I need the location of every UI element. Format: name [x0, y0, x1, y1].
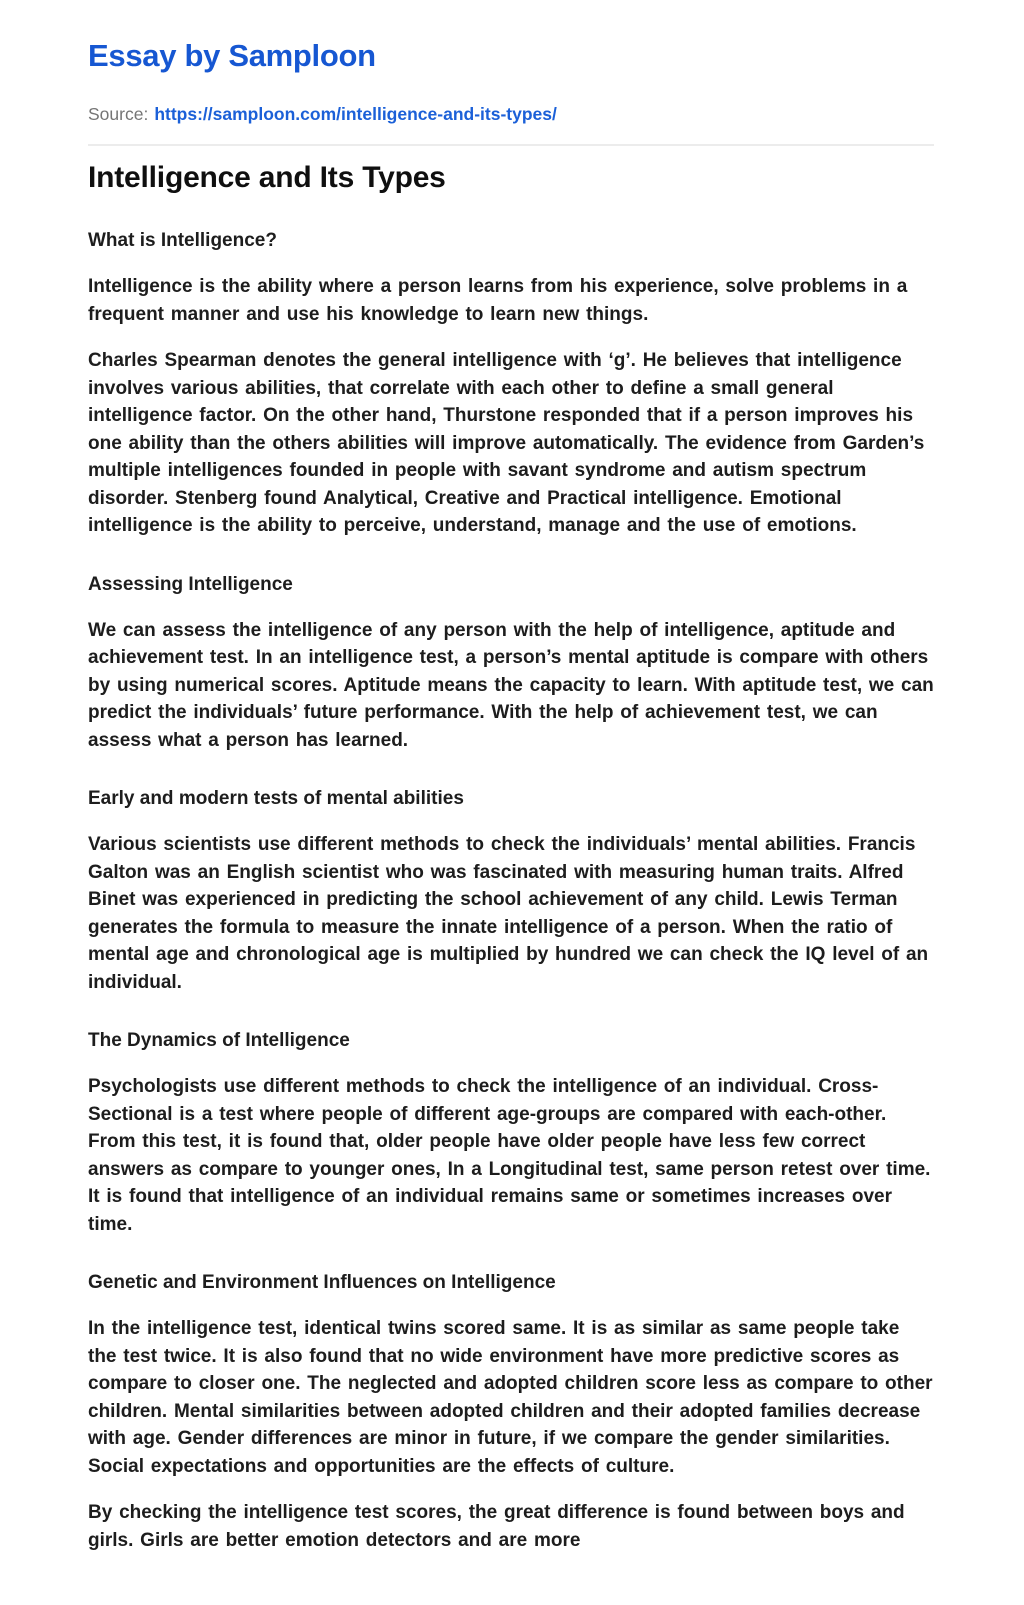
header-divider: [88, 144, 934, 146]
section-heading: The Dynamics of Intelligence: [88, 1030, 350, 1051]
article-section: [88, 1027, 934, 1238]
article-section: [88, 227, 934, 540]
source-row: [88, 103, 934, 125]
paragraph: By checking the intelligence test scores, the great difference is found between boys and girls. Girls are better emotion detectors and are more: [88, 1502, 905, 1551]
section-paragraphs: [88, 1315, 934, 1554]
paragraph: Psychologists use different methods to check the intelligence of an individual. Cross-Sectional is a test where people of different age-groups are compared with each-other. From this test, it is found that, older people have older people have less few correct answers as compare to younger ones, In a Longitudinal test, same person retest over time. It is found that intelligence of an individual remains same or sometimes increases over time.: [88, 1076, 931, 1235]
source-label: Source:: [88, 104, 149, 124]
article-section: [88, 785, 934, 996]
article-section: [88, 571, 934, 755]
section-heading: Genetic and Environment Influences on Intelligence: [88, 1272, 556, 1293]
section-paragraphs: [88, 831, 934, 996]
section-paragraphs: [88, 1073, 934, 1238]
section-heading: Early and modern tests of mental abilities: [88, 788, 464, 809]
section-heading: What is Intelligence?: [88, 230, 277, 251]
paragraph: Charles Spearman denotes the general intelligence with ‘g’. He believes that intelligence involves various abilities, that correlate with each other to define a small general intelligence factor. On the other hand, Thurstone responded that if a person improves his one ability than the others abilities will improve automatically. The evidence from Garden’s multiple intelligences founded in people with savant syndrome and autism spectrum disorder. Stenberg found Analytical, Creative and Practical intelligence. Emotional intelligence is the ability to perceive, understand, manage and the use of emotions.: [88, 350, 925, 536]
section-paragraphs: [88, 617, 934, 755]
article-section: [88, 1269, 934, 1554]
section-heading: Assessing Intelligence: [88, 573, 293, 595]
paragraph: We can assess the intelligence of any person with the help of intelligence, aptitude and achievement test. In an intelligence test, a person’s mental aptitude is compare with others by using numerical scores. Aptitude means the capacity to learn. With aptitude test, we can predict the individuals’ future performance. With the help of achievement test, we can assess what a person has learned.: [88, 619, 934, 751]
source-url-link[interactable]: https://samploon.com/intelligence-and-its-types/: [154, 104, 557, 124]
article-sections: [88, 227, 934, 1554]
paragraph: Intelligence is the ability where a person learns from his experience, solve problems in a frequent manner and use his knowledge to learn new things.: [88, 276, 908, 325]
section-paragraphs: [88, 273, 934, 540]
brand-title: Essay by Samploon: [88, 38, 376, 73]
article-title: Intelligence and Its Types: [88, 161, 446, 194]
paragraph: Various scientists use different methods to check the individuals’ mental abilities. Francis Galton was an English scientist who was fascinated with measuring human traits. Alfred Binet was experienced in predicting the school achievement of any child. Lewis Terman generates the formula to measure the innate intelligence of a person. When the ratio of mental age and chronological age is multiplied by hundred we can check the IQ level of an individual.: [88, 834, 929, 993]
paragraph: In the intelligence test, identical twins scored same. It is as similar as same people take the test twice. It is also found that no wide environment have more predictive scores as compare to closer one. The neglected and adopted children score less as compare to other children. Mental similarities between adopted children and their adopted families decrease with age. Gender differences are minor in future, if we compare the gender similarities. Social expectations and opportunities are the effects of culture.: [88, 1318, 933, 1477]
